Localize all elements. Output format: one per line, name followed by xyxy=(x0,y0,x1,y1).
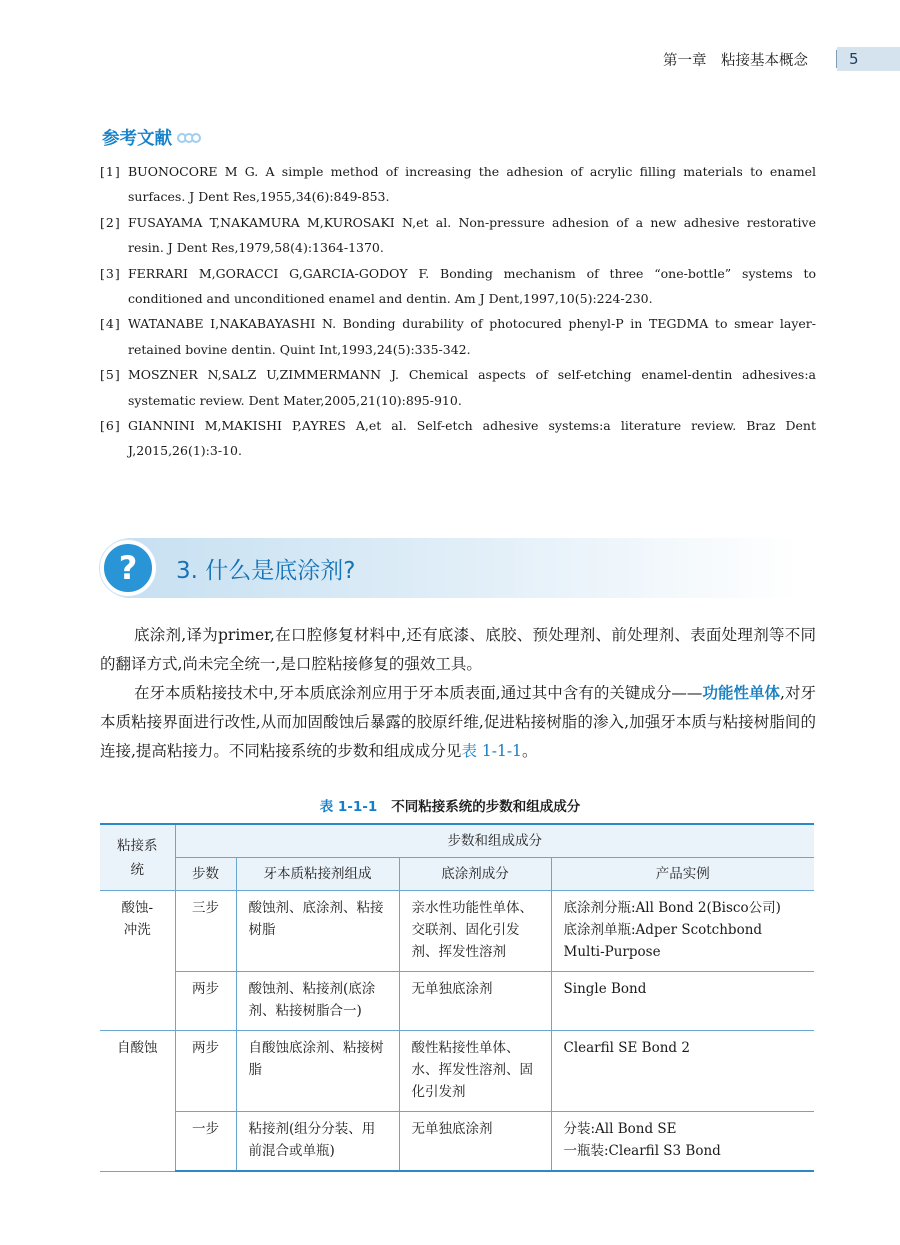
running-header xyxy=(651,47,900,71)
reference-text: WATANABE I,NAKABAYASHI N. Bonding durability of photocured phenyl-P in TEGDMA to smear layer-retained bovine dentin. Quint Int,1993,24(5):335-342. xyxy=(128,316,816,357)
reference-text: MOSZNER N,SALZ U,ZIMMERMANN J. Chemical aspects of self-etching enamel-dentin adhesives:a systematic review. Dent Mater,2005,21(10):895-910. xyxy=(128,367,816,408)
primer-cell: 无单独底涂剂 xyxy=(399,1112,551,1172)
steps-cell: 一步 xyxy=(175,1112,236,1172)
primer-cell: 无单独底涂剂 xyxy=(399,972,551,1031)
products-cell: Single Bond xyxy=(551,972,814,1031)
reference-number: [3] xyxy=(100,265,121,281)
table-row xyxy=(100,972,814,1031)
rings-icon xyxy=(180,133,201,143)
reference-list xyxy=(100,159,816,464)
table-header-row xyxy=(100,858,814,891)
table-row xyxy=(100,1031,814,1112)
reference-text: FERRARI M,GORACCI G,GARCIA-GODOY F. Bonding mechanism of three “one-bottle” systems to conditioned and unconditioned enamel and dentin. Am J Dent,1997,10(5):224-230. xyxy=(128,265,816,307)
header-group: 步数和组成成分 xyxy=(175,824,814,858)
table-header-row xyxy=(100,824,814,858)
header-steps: 步数 xyxy=(175,858,236,891)
reference-item xyxy=(100,362,816,413)
composition-cell: 粘接剂(组分分装、用前混合或单瓶) xyxy=(236,1112,399,1172)
table-number: 表 1-1-1 xyxy=(319,799,378,815)
header-system: 粘接系统 xyxy=(100,824,175,891)
table-row xyxy=(100,891,814,972)
header-products: 产品实例 xyxy=(551,858,814,891)
steps-cell: 两步 xyxy=(175,972,236,1031)
composition-cell: 酸蚀剂、底涂剂、粘接树脂 xyxy=(236,891,399,972)
reference-item xyxy=(100,413,816,464)
question-icon: ? xyxy=(100,540,156,596)
reference-text: GIANNINI M,MAKISHI P,AYRES A,et al. Self-etch adhesive systems:a literature review. Braz Dent J,2015,26(1):3-10. xyxy=(128,418,816,459)
adhesive-systems-table xyxy=(100,823,814,1172)
paragraph-text: 。 xyxy=(521,742,538,760)
reference-number: [6] xyxy=(100,418,121,434)
header-composition: 牙本质粘接剂组成 xyxy=(236,858,399,891)
primer-cell: 亲水性功能性单体、交联剂、固化引发剂、挥发性溶剂 xyxy=(399,891,551,972)
products-cell: Clearfil SE Bond 2 xyxy=(551,1031,814,1112)
reference-text: BUONOCORE M G. A simple method of increasing the adhesion of acrylic filling materials to enamel surfaces. J Dent Res,1955,34(6):849-853. xyxy=(128,164,816,205)
system-cell: 自酸蚀 xyxy=(100,1031,175,1172)
chapter-title: 第一章 粘接基本概念 xyxy=(663,52,808,69)
paragraph-primer-function xyxy=(100,679,816,766)
system-cell: 酸蚀-冲洗 xyxy=(100,891,175,1031)
composition-cell: 酸蚀剂、粘接剂(底涂剂、粘接树脂合一) xyxy=(236,972,399,1031)
reference-number: [4] xyxy=(100,316,121,332)
reference-item xyxy=(100,159,816,210)
reference-text: FUSAYAMA T,NAKAMURA M,KUROSAKI N,et al. Non-pressure adhesion of a new adhesive restorative resin. J Dent Res,1979,58(4):1364-1370. xyxy=(128,214,816,256)
table-title: 不同粘接系统的步数和组成成分 xyxy=(391,799,581,815)
highlight-term: 功能性单体 xyxy=(702,684,781,702)
reference-number: [2] xyxy=(100,214,121,230)
steps-cell: 两步 xyxy=(175,1031,236,1112)
reference-item xyxy=(100,311,816,362)
references-title: 参考文献 xyxy=(102,129,172,149)
paragraph-text: ,对牙本质粘接界面进行改性,从而加固酸蚀后暴露的胶原纤维,促进粘接树脂的渗入,加强牙本质与粘接树脂间的连接,提高粘接力。不同粘接系统的步数和组成成分见 xyxy=(100,684,816,760)
steps-cell: 三步 xyxy=(175,891,236,972)
reference-item xyxy=(100,210,816,261)
composition-cell: 自酸蚀底涂剂、粘接树脂 xyxy=(236,1031,399,1112)
paragraph-primer-definition: 底涂剂,译为primer,在口腔修复材料中,还有底漆、底胶、预处理剂、前处理剂、表面处理剂等不同的翻译方式,尚未完全统一,是口腔粘接修复的强效工具。 xyxy=(100,626,816,673)
primer-cell: 酸性粘接性单体、水、挥发性溶剂、固化引发剂 xyxy=(399,1031,551,1112)
table-row xyxy=(100,1112,814,1172)
products-cell: 底涂剂分瓶:All Bond 2(Bisco公司) 底涂剂单瓶:Adper Scotchbond Multi-Purpose xyxy=(551,891,814,972)
reference-item xyxy=(100,261,816,312)
references-heading xyxy=(102,125,201,150)
table-caption xyxy=(0,795,900,815)
products-cell: 分装:All Bond SE 一瓶装:Clearfil S3 Bond xyxy=(551,1112,814,1172)
section-title: 3. 什么是底涂剂? xyxy=(176,558,356,584)
header-primer: 底涂剂成分 xyxy=(399,858,551,891)
reference-number: [5] xyxy=(100,367,121,383)
reference-number: [1] xyxy=(100,164,121,179)
page-number: 5 xyxy=(837,47,900,71)
paragraph-text: 在牙本质粘接技术中,牙本质底涂剂应用于牙本质表面,通过其中含有的关键成分—— xyxy=(134,684,703,702)
table-reference-link[interactable]: 表 1-1-1 xyxy=(461,742,522,760)
